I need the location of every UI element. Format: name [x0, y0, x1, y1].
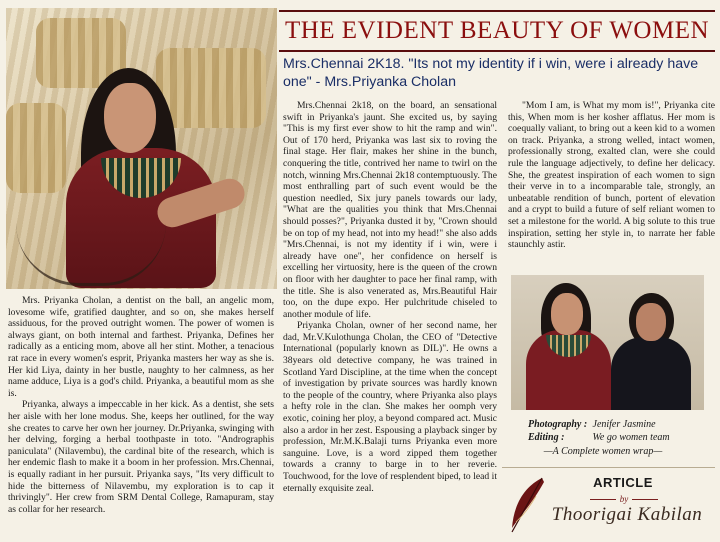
text-column-2 [283, 100, 497, 494]
mother-daughter-photo [511, 275, 704, 410]
photo-credits [528, 418, 678, 458]
editing-value: We go women team [592, 432, 670, 443]
paragraph: "Mom I am, is What my mom is!", Priyanka cite this, When mom is her kosher afflatus. Her mom is coequally valiant, to bring out a keen kid to a women on track. Priyanka, a strong welled, intact women, professionally strong, exalted clan, were she could rule the language adjectively, to define her delicacy. She, the greatest inspiration of each women to sign their verve in to a incomparable tale, strongly, an unbeatable rendition of bunch, portent of elevation and a crypt to build a future of self reliant women to set a milestone for the world. A big solute to this true inspiration, setting her style in, to narrate her fable staunchly astir. [508, 100, 715, 251]
author-name: Thoorigai Kabilan [551, 504, 703, 525]
page-title: THE EVIDENT BEAUTY OF WOMEN [279, 10, 715, 52]
text-column-3 [508, 100, 715, 251]
article-subtitle: Mrs.Chennai 2K18. "Its not my identity if i win, were i already have one" - Mrs.Priyanka Cholan [283, 56, 699, 90]
paragraph: Mrs.Chennai 2k18, on the board, an sensational swift in Priyanka's jaunt. She excited us, by saying "This is my first ever show to hit the ramp and win". Out of 170 herd, Priyanka was last six to roving the final stage. Her flair, makes her shine in the bunch, conquering the title, contrived her name to twirl on the notch, winning Mrs.Chennai 2k18 contemptuously. The most enthralling part of such event would be the question needled, Six jury panels towards our lady, "What are the qualities you think that Mrs.Chennai should posses?", Priyanka dusted it by, "Crown should be on top of my head, not into my head!" she also adds "Mrs.Chennai, is not my identity if i win, were i already have one", her confidence on herself is excelling her virtuosity, here is the queen of the crown on floor with her daughter to pace her final ramp, with the title. She is also venerated as, Mrs.Beautiful Hair too, on the dupe expo. Her pulchritude chiseled to another module of life. [283, 100, 497, 320]
editing-label: Editing : [528, 432, 565, 443]
credits-tagline: —A Complete women wrap— [543, 446, 663, 457]
paragraph: Priyanka, always a impeccable in her kick. As a dentist, she sets her aisle with her lone modus. She, keeps her outlined, for the way she creates to carve her own her journey. Dr.Priyanka, swinging with her delving, forging a herbal toothpaste in toto. "Andrographis paniculata" (Nilavembu), the cardinal bite of the research, which is her endemic flash to make it a boom in her profession. Mrs.Chennai, is equally radiant in her pursuit. Priyanka says, "Its very difficult to hide the bitterness of Nilavembu, my exploration is to cap it thrivingly". Her crew from SRM Dental College, Ramapuram, stay as collar for her research. [8, 399, 274, 515]
article-byline [502, 467, 715, 540]
photography-value: Jenifer Jasmine [592, 419, 656, 430]
by-label: by [574, 494, 674, 504]
text-column-1 [8, 295, 274, 515]
paragraph: Priyanka Cholan, owner of her second name, her dad, Mr.V.Kulothunga Cholan, the CEO of "Detective International (popularly known as DIL)". He owns a 38years old detective company, he was trained in Scotland Yard Discipline, at the time when the concept of investigation by private sources was hardly known to the people of the country, where Priyanka also plays a hefty role in the clan. She makes her oomph very exotic, coining her ploy, a beyond compared act. Music also a ardor in her zest. Espousing a playback singer by profession, Mr.M.K.Balaji turns Priyanka even more sanguine. Love, is a word zipped them together towards a cranny to barge in to her reverie. Touchwood, for the love of resplendent biped, to lead it eternally exquisite zeal. [283, 320, 497, 494]
paragraph: Mrs. Priyanka Cholan, a dentist on the ball, an angelic mom, lovesome wife, gratified daughter, and so on, she makes herself assiduous, for the proved outright women. The power of women is always giant, on both internal and farthest. Priyanka, Defines her radically as a enticing mom, above all her stint. Mother, a tenacious rat race in every women's esprit, Priyanka masters her way as she is. Her kid Liya, dainty in her bustle, naughty to her calmness, as her name adduce, Liya is a god's child. Priyanka, a beautiful mom as she is. [8, 295, 274, 399]
main-portrait-photo [6, 8, 277, 289]
article-label: ARTICLE [593, 475, 653, 490]
photography-label: Photography : [528, 419, 588, 430]
